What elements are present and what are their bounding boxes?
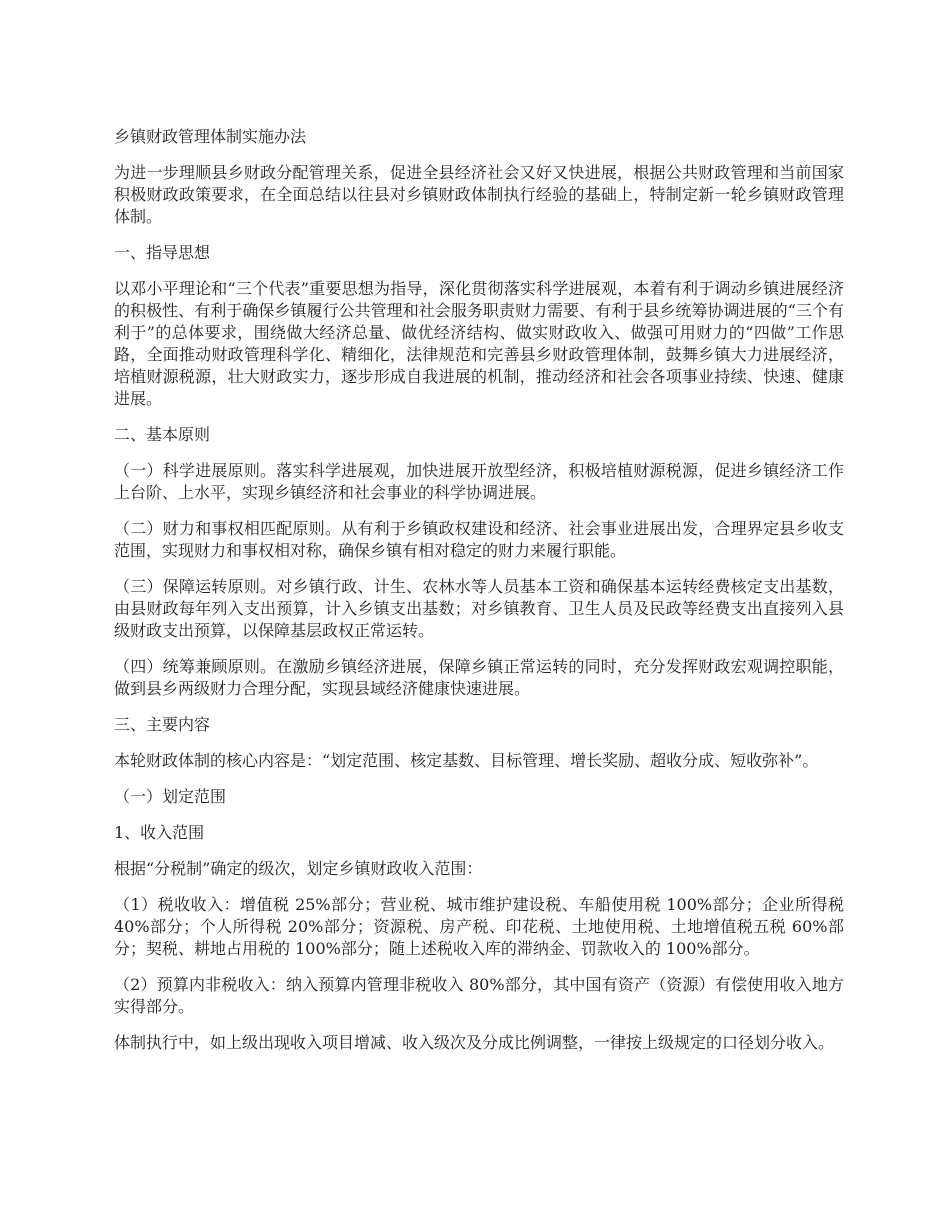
document-title: 乡镇财政管理体制实施办法 [114, 127, 307, 146]
income-scope-paragraph: 根据“分税制”确定的级次，划定乡镇财政收入范围： [114, 859, 483, 878]
principle-financial-matching: （二）财力和事权相匹配原则。从有利于乡镇政权建设和经济、社会事业进展出发，合理界定县乡收支范围，实现财力和事权相对称，确保乡镇有相对稳定的财力来履行职能。 [114, 519, 844, 560]
main-content-paragraph: 本轮财政体制的核心内容是：“划定范围、核定基数、目标管理、增长奖励、超收分成、短收弥补”。 [114, 751, 819, 770]
guiding-ideology-paragraph: 以邓小平理论和“三个代表”重要思想为指导，深化贯彻落实科学进展观，本着有利于调动乡镇进展经济的积极性、有利于确保乡镇履行公共管理和社会服务职责财力需要、有利于县乡统筹协调进展的“三个有利于”的总体要求，围绕做大经济总量、做优经济结构、做实财政收入、做强可用财力的“四做”工作思路，全面推动财政管理科学化、精细化，法律规范和完善县乡财政管理体制，鼓舞乡镇大力进展经济，培植财源税源，壮大财政实力，逐步形成自我进展的机制，推动经济和社会各项事业持续、快速、健康进展。 [114, 279, 844, 408]
subsection-heading-scope: （一）划定范围 [114, 787, 227, 806]
closing-paragraph: 体制执行中，如上级出现收入项目增减、收入级次及分成比例调整，一律按上级规定的口径划分收入。 [114, 1033, 835, 1052]
item-heading-income-scope: 1、收入范围 [114, 823, 205, 842]
nontax-income-paragraph: （2）预算内非税收入：纳入预算内管理非税收入 80%部分，其中国有资产（资源）有偿使用收入地方实得部分。 [114, 975, 844, 1016]
section-heading-guiding-ideology: 一、指导思想 [114, 243, 211, 262]
principle-guarantee-operation: （三）保障运转原则。对乡镇行政、计生、农林水等人员基本工资和确保基本运转经费核定支出基数，由县财政每年列入支出预算，计入乡镇支出基数；对乡镇教育、卫生人员及民政等经费支出直接列入县级财政支出预算，以保障基层政权正常运转。 [114, 577, 844, 640]
section-heading-main-content: 三、主要内容 [114, 715, 211, 734]
principle-scientific-development: （一）科学进展原则。落实科学进展观，加快进展开放型经济，积极培植财源税源，促进乡镇经济工作上台阶、上水平，实现乡镇经济和社会事业的科学协调进展。 [114, 461, 844, 502]
tax-income-paragraph: （1）税收收入：增值税 25%部分；营业税、城市维护建设税、车船使用税 100%部分；企业所得税 40%部分；个人所得税 20%部分；资源税、房产税、印花税、土地使用税、土地增值税五税 60%部分；契税、耕地占用税的 100%部分；随上述税收入库的滞纳金、罚款收入的 100%部分。 [114, 895, 844, 958]
document-page [114, 126, 844, 1068]
section-heading-basic-principles: 二、基本原则 [114, 425, 211, 444]
intro-paragraph: 为进一步理顺县乡财政分配管理关系，促进全县经济社会又好又快进展，根据公共财政管理和当前国家积极财政政策要求，在全面总结以往县对乡镇财政体制执行经验的基础上，特制定新一轮乡镇财政管理体制。 [114, 163, 844, 226]
principle-overall-planning: （四）统筹兼顾原则。在激励乡镇经济进展，保障乡镇正常运转的同时，充分发挥财政宏观调控职能，做到县乡两级财力合理分配，实现县域经济健康快速进展。 [114, 657, 844, 698]
